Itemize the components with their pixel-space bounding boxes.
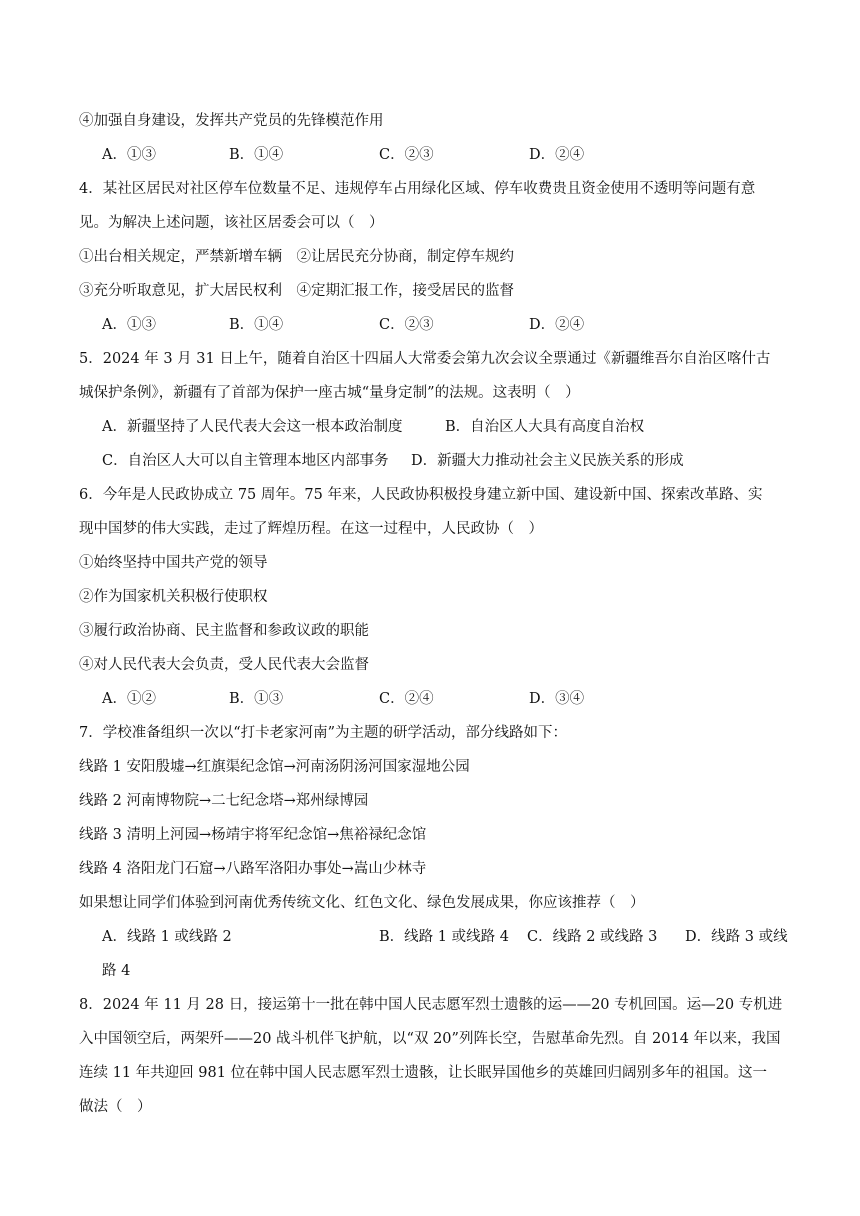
q4-stem-line-1: 4．某社区居民对社区停车位数量不足、违规停车占用绿化区域、停车收费贵且资金使用不透明等问题有意	[79, 181, 756, 197]
q5-stem-line-1: 5．2024 年 3 月 31 日上午，随着自治区十四届人大常委会第九次会议全票通过《新疆维吾尔自治区喀什古	[79, 351, 771, 367]
q5-option-b: B．自治区人大具有高度自治权	[445, 419, 645, 435]
q8-stem-line-1: 8．2024 年 11 月 28 日，接运第十一批在韩中国人民志愿军烈士遗骸的运——20 专机回国。运—20 专机进	[79, 997, 783, 1013]
q4-option-a: A．①③	[102, 317, 156, 333]
q7-option-c: C．线路 2 或线路 3	[527, 929, 658, 945]
q6-stem-line-2: 现中国梦的伟大实践，走过了辉煌历程。在这一过程中，人民政协（ ）	[79, 521, 543, 537]
q7-route-4: 线路 4 洛阳龙门石窟→八路军洛阳办事处→嵩山少林寺	[79, 861, 427, 877]
q5-option-d: D．新疆大力推动社会主义民族关系的形成	[411, 453, 684, 469]
q5-option-a: A．新疆坚持了人民代表大会这一根本政治制度	[102, 419, 403, 435]
q4-items-3-4: ③充分听取意见，扩大居民权利 ④定期汇报工作，接受居民的监督	[79, 283, 514, 299]
q6-stem-line-1: 6．今年是人民政协成立 75 周年。75 年来，人民政协积极投身建立新中国、建设新中国、探索改革路、实	[79, 487, 763, 503]
q6-option-b: B．①③	[229, 691, 284, 707]
q3-item-4: ④加强自身建设，发挥共产党员的先锋模范作用	[79, 113, 384, 129]
q6-option-a: A．①②	[102, 691, 156, 707]
q8-stem-line-4: 做法（ ）	[79, 1099, 152, 1115]
q3-option-a: A．①③	[102, 147, 156, 163]
q3-option-c: C．②③	[379, 147, 434, 163]
q4-option-d: D．②④	[529, 317, 585, 333]
q4-option-b: B．①④	[229, 317, 284, 333]
q7-stem: 7．学校准备组织一次以“打卡老家河南”为主题的研学活动，部分线路如下：	[79, 725, 568, 741]
q7-question: 如果想让同学们体验到河南优秀传统文化、红色文化、绿色发展成果，你应该推荐（ ）	[79, 895, 645, 911]
q7-route-2: 线路 2 河南博物院→二七纪念塔→郑州绿博园	[79, 793, 369, 809]
q7-option-b: B．线路 1 或线路 4	[379, 929, 509, 945]
q3-option-b: B．①④	[229, 147, 284, 163]
q4-option-c: C．②③	[379, 317, 434, 333]
q6-option-d: D．③④	[529, 691, 585, 707]
q3-option-d: D．②④	[529, 147, 585, 163]
q5-stem-line-2: 城保护条例》，新疆有了首部为保护一座古城“量身定制”的法规。这表明（ ）	[79, 385, 580, 401]
q8-stem-line-2: 入中国领空后，两架歼——20 战斗机伴飞护航，以“双 20”列阵长空，告慰革命先烈。自 2014 年以来，我国	[79, 1031, 781, 1047]
q6-item-2: ②作为国家机关积极行使职权	[79, 589, 268, 605]
q7-option-d: D．线路 3 或线	[685, 929, 788, 945]
q4-stem-line-2: 见。为解决上述问题，该社区居委会可以（ ）	[79, 215, 384, 231]
q7-route-3: 线路 3 清明上河园→杨靖宇将军纪念馆→焦裕禄纪念馆	[79, 827, 427, 843]
q6-item-3: ③履行政治协商、民主监督和参政议政的职能	[79, 623, 369, 639]
q6-item-4: ④对人民代表大会负责，受人民代表大会监督	[79, 657, 369, 673]
q7-option-d-continued: 路 4	[102, 963, 131, 979]
q7-option-a: A．线路 1 或线路 2	[102, 929, 232, 945]
q4-items-1-2: ①出台相关规定，严禁新增车辆 ②让居民充分协商，制定停车规约	[79, 249, 514, 265]
q7-route-1: 线路 1 安阳殷墟→红旗渠纪念馆→河南汤阴汤河国家湿地公园	[79, 759, 470, 775]
q8-stem-line-3: 连续 11 年共迎回 981 位在韩中国人民志愿军烈士遗骸，让长眠异国他乡的英雄回归阔别多年的祖国。这一	[79, 1065, 768, 1081]
q5-option-c: C．自治区人大可以自主管理本地区内部事务	[102, 453, 389, 469]
q6-option-c: C．②④	[379, 691, 434, 707]
q6-item-1: ①始终坚持中国共产党的领导	[79, 555, 268, 571]
